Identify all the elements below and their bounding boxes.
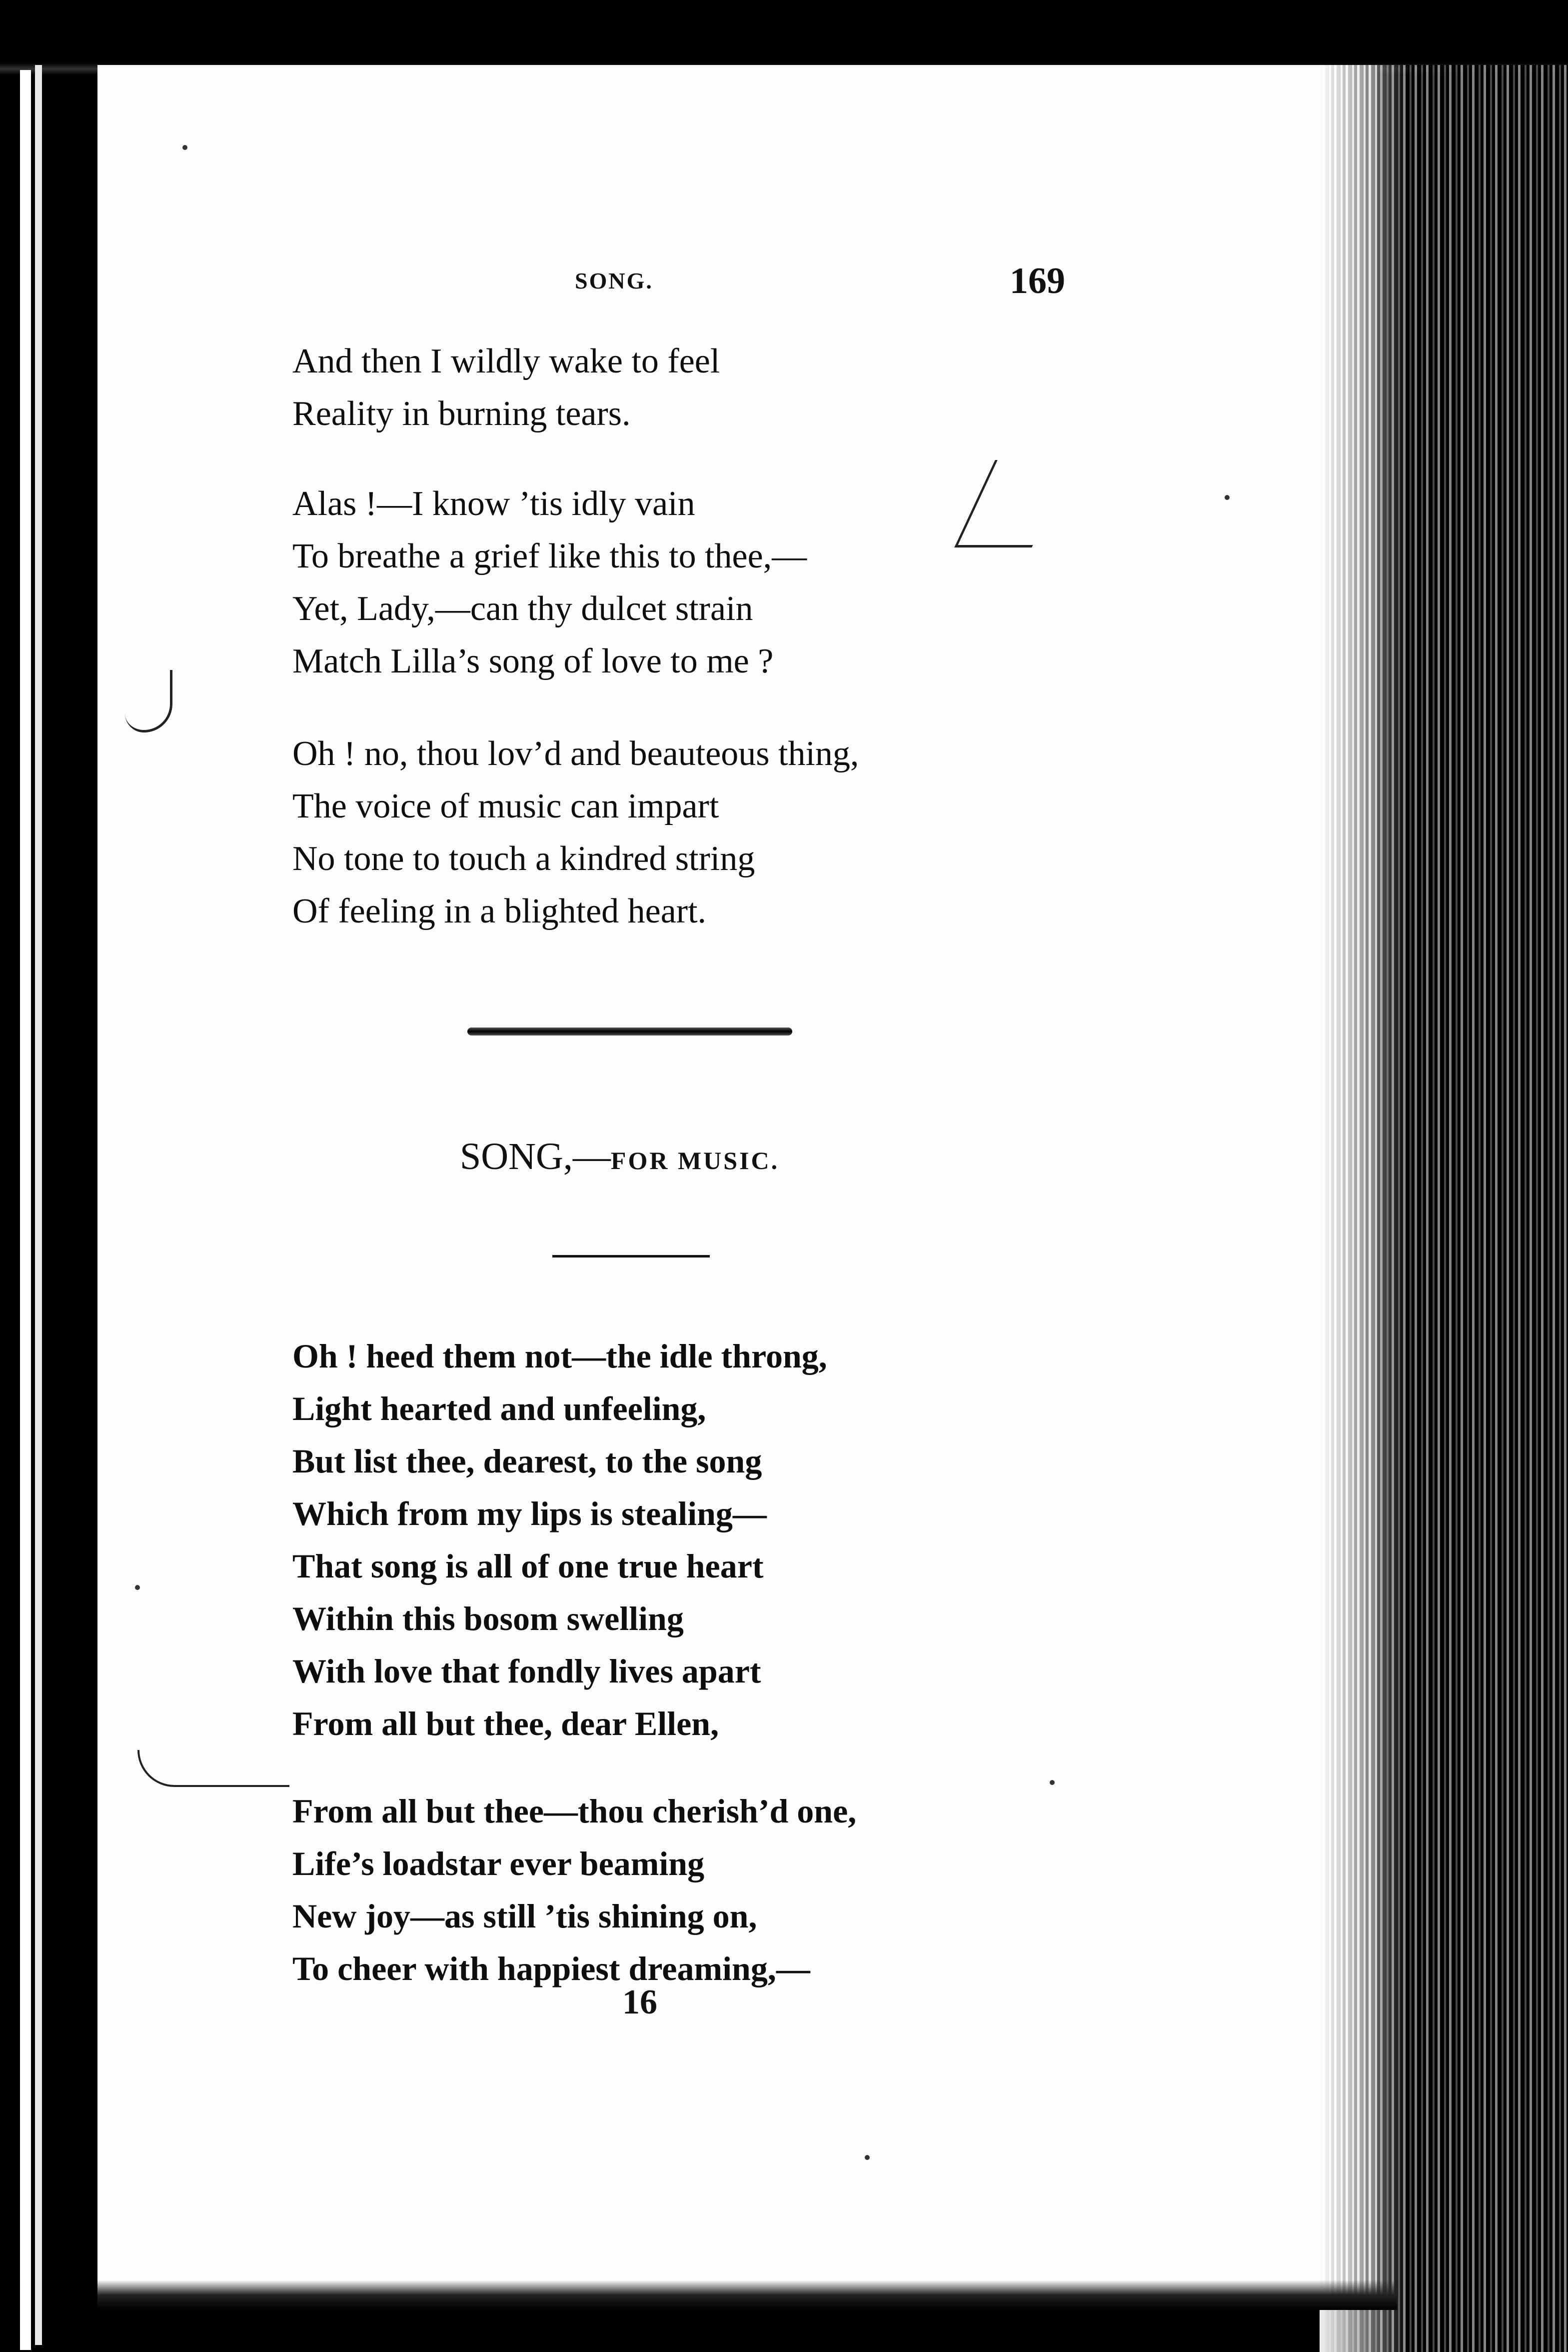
speck <box>1225 495 1230 500</box>
poem-line: Oh ! no, thou lov’d and beauteous thing, <box>292 734 859 773</box>
section-title <box>460 1135 779 1178</box>
poem-line: From all but thee—thou cherish’d one, <box>292 1792 857 1830</box>
stanza-5 <box>292 1785 856 1995</box>
section-title-subtitle: FOR MUSIC. <box>610 1146 780 1174</box>
poem-line: With love that fondly lives apart <box>292 1652 761 1690</box>
poem-line: New joy—as still ’tis shining on, <box>292 1897 757 1935</box>
page-number: 169 <box>1010 260 1065 302</box>
poem-line: No tone to touch a kindred string <box>292 840 755 878</box>
short-rule <box>552 1255 710 1258</box>
speck <box>182 145 187 150</box>
poem-line: Alas !—I know ’tis idly vain <box>292 484 695 523</box>
poem-line: Within this bosom swelling <box>292 1600 684 1638</box>
poem-line: To cheer with happiest dreaming,— <box>292 1950 810 1988</box>
poem-line: The voice of music can impart <box>292 787 719 826</box>
section-title-main: SONG,— <box>460 1136 611 1178</box>
scan-left-edge-shadow <box>35 65 42 2345</box>
stanza-3 <box>292 728 859 938</box>
pencil-scrawl-mark <box>137 1750 289 1787</box>
speck <box>865 2155 870 2160</box>
scan-right-edge <box>1320 65 1568 2352</box>
poem-line: Reality in burning tears. <box>292 394 631 433</box>
poem-line: Oh ! heed them not—the idle throng, <box>292 1337 827 1375</box>
speck <box>135 1585 140 1590</box>
stanza-2 <box>292 478 807 688</box>
poem-line: And then I wildly wake to feel <box>292 342 720 380</box>
poem-line: Yet, Lady,—can thy dulcet strain <box>292 590 753 628</box>
poem-line: Of feeling in a blighted heart. <box>292 892 707 930</box>
signature-mark: 16 <box>622 1983 657 2022</box>
stanza-1 <box>292 335 720 440</box>
ornamental-rule <box>467 1028 792 1036</box>
poem-line: Life’s loadstar ever beaming <box>292 1844 705 1882</box>
poem-line: To breathe a grief like this to thee,— <box>292 537 807 576</box>
poem-line: But list thee, dearest, to the song <box>292 1442 762 1480</box>
poem-line: From all but thee, dear Ellen, <box>292 1704 719 1742</box>
scan-bottom-edge <box>97 2280 1397 2310</box>
poem-line: Match Lilla’s song of love to me ? <box>292 642 774 680</box>
speck <box>1050 1780 1055 1785</box>
stanza-4 <box>292 1330 827 1750</box>
poem-line: Which from my lips is stealing— <box>292 1494 767 1532</box>
running-head: SONG. <box>575 268 653 294</box>
poem-line: That song is all of one true heart <box>292 1547 764 1585</box>
scan-left-edge <box>20 70 31 2350</box>
poem-line: Light hearted and unfeeling, <box>292 1390 706 1428</box>
